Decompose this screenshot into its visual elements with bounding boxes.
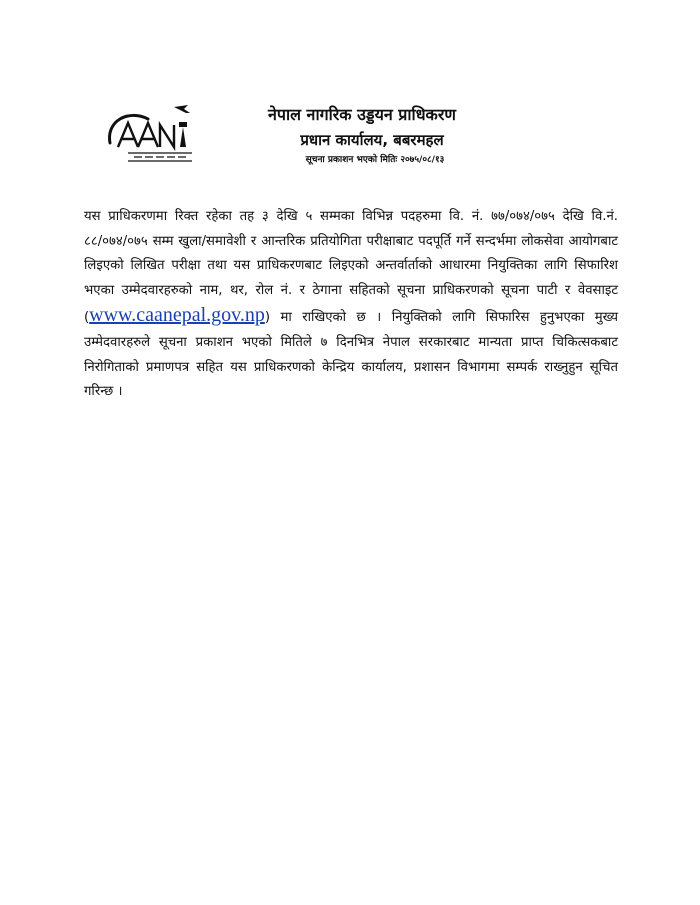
organization-name: नेपाल नागरिक उड्डयन प्राधिकरण: [268, 105, 456, 124]
notice-body: [84, 205, 618, 405]
letterhead: [212, 104, 512, 167]
website-link[interactable]: www.caanepal.gov.np: [89, 304, 265, 327]
caan-logo: [104, 103, 200, 165]
notice-text-part2: ) मा राखिएको छ । नियुक्तिको लागि सिफारिस हुनुभएका मुख्य उम्मेदवारहरुले सूचना प्रकाशन भएको मितिले ७ दिनभित्र नेपाल सरकारबाट मान्यता प्राप्त चिकित्सकबाट निरोगिताको प्रमाणपत्र सहित यस प्राधिकरणको केन्द्रिय कार्यालय, प्रशासन विभागमा सम्पर्क राख्नुहुन सूचित गरिन्छ ।: [84, 310, 618, 400]
office-name: प्रधान कार्यालय, बबरमहल: [300, 131, 444, 149]
notice-text-part1: यस प्राधिकरणमा रिक्त रहेका तह ३ देखि ५ सम्मका विभिन्न पदहरुमा वि. नं. ७७/०७४/०७५ देखि वि.नं. ८८/०७४/०७५ सम्म खुला/समावेशी र आन्तरिक प्रतियोगिता परीक्षाबाट पदपूर्ति गर्ने सन्दर्भमा लोकसेवा आयोगबाट लिइएको लिखित परीक्षा तथा यस प्राधिकरणबाट लिइएको अन्तर्वार्ताको आधारमा नियुक्तिका लागि सिफारिश भएका उम्मेदवारहरुको नाम, थर, रोल नं. र ठेगाना सहितको सूचना प्राधिकरणको सूचना पाटी र वेवसाइट (: [84, 209, 618, 326]
publication-date: सूचना प्रकाशन भएको मितिः २०७५/०८/१३: [305, 155, 445, 165]
